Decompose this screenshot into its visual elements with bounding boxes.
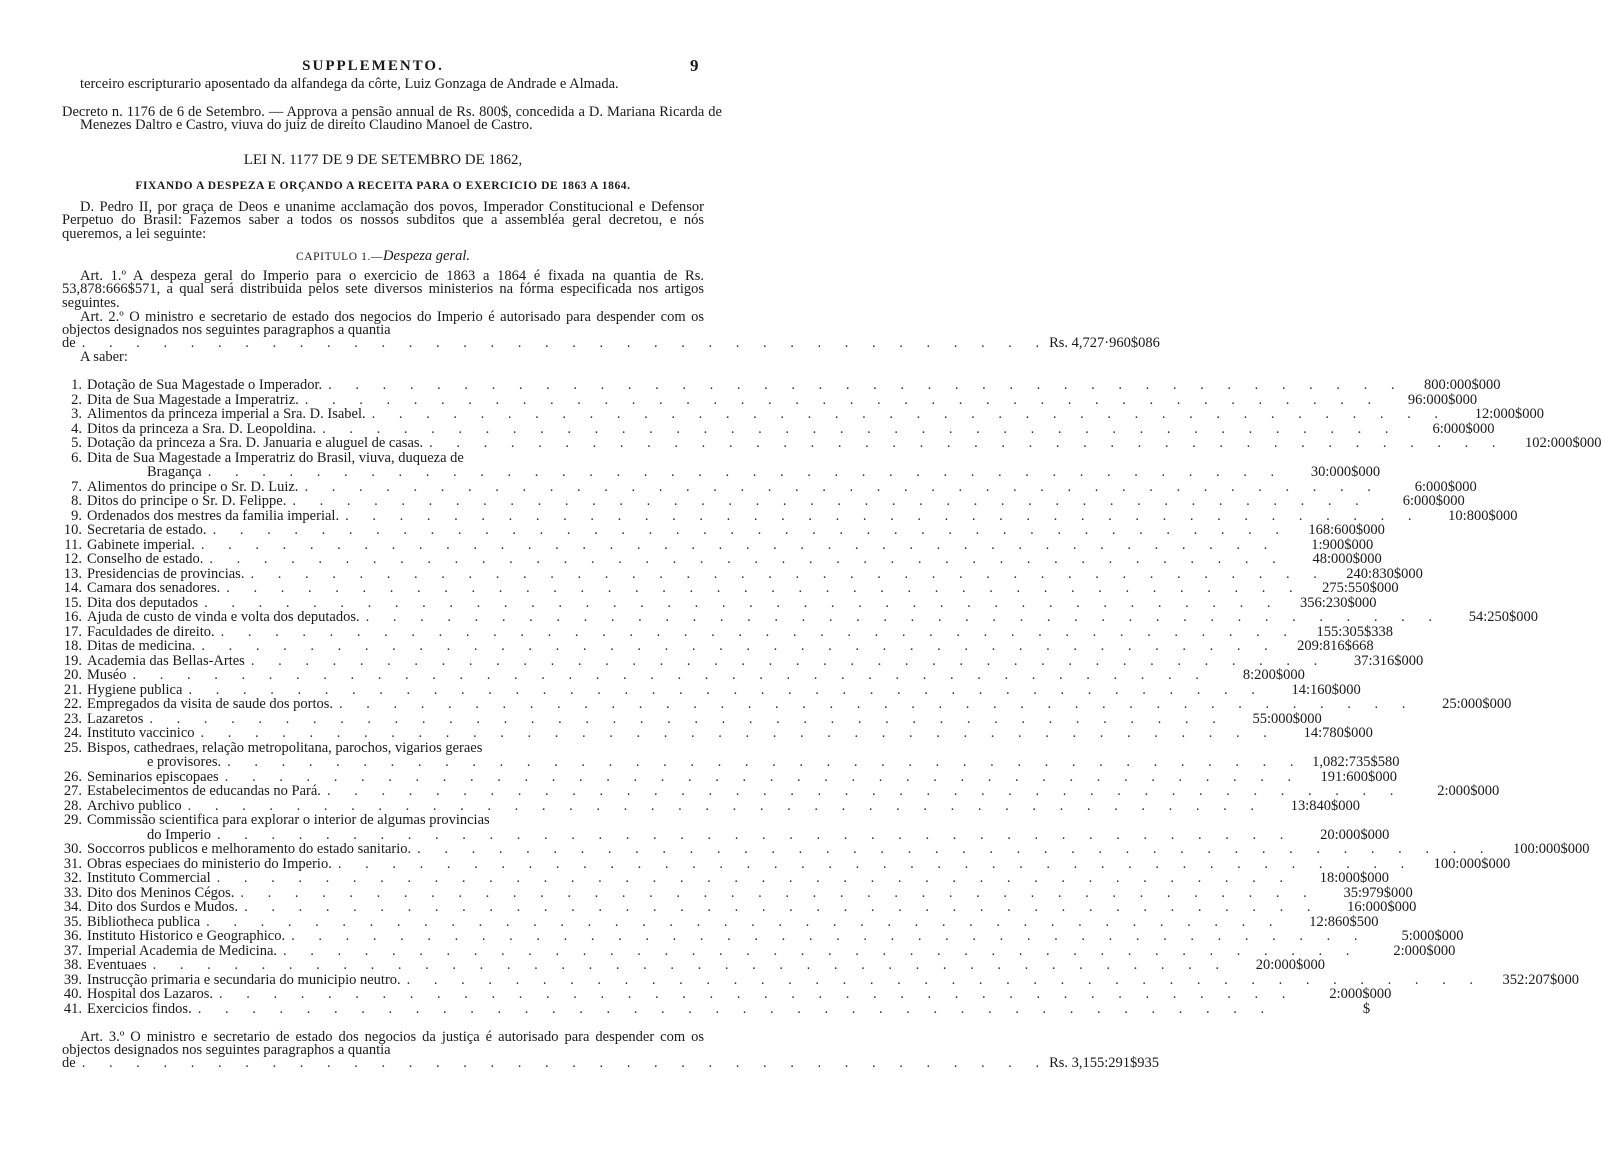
item-label: Faculdades de direito. — [87, 623, 215, 640]
list-item — [50, 741, 706, 756]
list-item — [50, 478, 1477, 495]
leader-dots: . . . . . . . . . . . . . . . . . . . . . . . . . . . . . . . . . . . . . . . . — [345, 507, 1422, 524]
item-amount: 12:860$500 — [1309, 913, 1379, 930]
item-number: 7. — [71, 478, 82, 495]
item-label-continuation: Bragança — [147, 464, 202, 480]
article-2: Art. 2.º O ministro e secretario de estado dos negocios do Imperio é autorisado para despender com os objectos designados nos seguintes paragraphos a quantia — [62, 309, 704, 339]
item-amount: 2:000$000 — [1437, 783, 1500, 799]
leader-dots: . . . . . . . . . . . . . . . . . . . . . . . . . . . . . . . . . . . . . . . . — [149, 710, 1226, 727]
list-item — [50, 841, 1590, 857]
article-3-tail: de — [62, 1055, 76, 1071]
item-label: Presidencias de provincias. — [87, 565, 245, 582]
item-amount: 356:230$000 — [1300, 594, 1377, 611]
list-item — [50, 725, 1373, 741]
item-number: 2. — [71, 391, 82, 408]
item-amount: 13:840$000 — [1290, 797, 1361, 814]
item-amount: 155:305$338 — [1316, 623, 1394, 640]
item-number: 10. — [63, 522, 82, 538]
a-saber-label: A saber: — [80, 349, 128, 365]
item-number: 15. — [63, 594, 82, 611]
leader-dots: . . . . . . . . . . . . . . . . . . . . . . . . . . . . . . . . . . . . . . . . — [250, 565, 1327, 582]
leader-dots: . . . . . . . . . . . . . . . . . . . . . . . . . . . . . . . . . . . . . . . . — [406, 971, 1484, 988]
item-number: 12. — [63, 551, 82, 567]
list-item — [50, 1000, 1371, 1017]
item-number: 24. — [63, 725, 82, 741]
leader-dots: . . . . . . . . . . . . . . . . . . . . . . . . . . . . . . . . . . . . . . . . — [365, 609, 1442, 625]
leader-dots: . . . . . . . . . . . . . . . . . . . . . . . . . . . . . . . . . . . . . . . . — [219, 986, 1296, 1002]
item-number: 9. — [71, 507, 82, 524]
list-item — [50, 870, 1390, 886]
paragraph-continuation: terceiro escripturario aposentado da alfandega da côrte, Luiz Gonzaga de Andrade e Almada. — [80, 76, 619, 92]
item-amount: 55:000$000 — [1252, 710, 1322, 727]
item-amount: 240:830$000 — [1346, 565, 1423, 582]
item-number: 23. — [63, 710, 82, 727]
list-item — [50, 855, 1511, 872]
item-label: Alimentos da princeza imperial a Sra. D. Isabel. — [87, 406, 366, 422]
item-amount: 35:979$000 — [1343, 884, 1413, 901]
item-amount: 2:000$000 — [1329, 986, 1392, 1002]
list-item — [50, 813, 706, 828]
leader-dots: . . . . . . . . . . . . . . . . . . . . . . . . . . . . . . . . . . . . . . . . — [204, 594, 1281, 611]
leader-dots: . . . . . . . . . . . . . . . . . . . . . . . . . . . . . . . . . . . . . . . . — [216, 870, 1294, 886]
preamble-paragraph: D. Pedro II, por graça de Deos e unanime acclamação dos povos, Imperador Constitucional e Defensor Perpetuo do Brasil: Fazemos saber a todos os nossos subditos que a assembléa geral decretou, e nós queremos, a lei seguinte: — [62, 199, 704, 242]
leader-dots: . . . . . . . . . . . . . . . . . . . . . . . . . . . . . . . . . . . . . . . . — [197, 1000, 1275, 1017]
article-3: Art. 3.º O ministro e secretario de estado dos negocios da justiça é autorisado para despender com os objectos designados nos seguintes paragraphos a quantia — [62, 1029, 704, 1059]
item-number: 30. — [63, 841, 82, 857]
item-label: Dita de Sua Magestade a Imperatriz. — [87, 391, 299, 408]
item-amount: 20:000$000 — [1320, 826, 1390, 843]
list-item — [50, 377, 1501, 393]
leader-dots: . . . . . . . . . . . . . . . . . . . . . . . . . . . . . . . . . . . . . . . . — [240, 884, 1317, 901]
item-amount: 2:000$000 — [1393, 942, 1456, 959]
list-item — [50, 609, 1538, 625]
item-label: Ajuda de custo de vinda e volta dos deputados. — [87, 609, 360, 625]
list-item — [50, 667, 1305, 683]
leader-dots: . . . . . . . . . . . . . . . . . . . . . . . . . . . . . . . . . . . . . . . . — [226, 580, 1303, 596]
list-item — [50, 391, 1478, 408]
item-number: 5. — [71, 435, 82, 451]
item-amount: 191:600$000 — [1320, 768, 1398, 785]
list-item — [50, 884, 1413, 901]
list-item — [50, 768, 1398, 785]
item-amount: 352:207$000 — [1502, 971, 1580, 988]
list-item — [50, 928, 1464, 944]
article-3-total: Rs. 3,155:291$935 — [1049, 1055, 1160, 1071]
item-label: Bispos, cathedraes, relação metropolitana, parochos, vigarios geraes — [87, 739, 483, 756]
item-label: Empregados da visita de saude dos portos. — [87, 696, 334, 712]
item-amount: 48:000$000 — [1312, 551, 1382, 567]
item-label: Academia das Bellas-Artes — [87, 652, 245, 669]
leader-dots: . . . . . . . . . . . . . . . . . . . . . . . . . . . . . . . . . . . . . . . . — [304, 391, 1382, 408]
item-number: 14. — [63, 580, 82, 596]
item-label: Gabinete imperial. — [87, 536, 195, 553]
item-label: Ditos da princeza a Sra. D. Leopoldina. — [87, 420, 317, 437]
law-title: LEI N. 1177 DE 9 DE SETEMBRO DE 1862, — [243, 152, 523, 168]
list-item — [50, 971, 1580, 988]
item-amount: 14:780$000 — [1303, 725, 1373, 741]
item-number: 16. — [63, 609, 82, 625]
item-amount: 14:160$000 — [1291, 681, 1361, 698]
list-item — [50, 710, 1322, 727]
list-item — [50, 696, 1512, 712]
item-label: Estabelecimentos de educandas no Pará. — [87, 783, 321, 799]
article-3-total-line — [62, 1055, 1160, 1071]
leader-dots: . . . . . . . . . . . . . . . . . . . . . . . . . . . . . . . . . . . . . . . . — [292, 493, 1369, 509]
item-number: 1. — [71, 377, 82, 393]
leader-dots: . . . . . . . . . . . . . . . . . . . . . . . . . . . . . . . . . . . . . . . . — [206, 913, 1283, 930]
item-number: 19. — [63, 652, 82, 669]
item-amount: 275:550$000 — [1322, 580, 1399, 596]
item-number: 20. — [63, 667, 82, 683]
item-amount: 5:000$000 — [1401, 928, 1464, 944]
item-label: Alimentos do principe o Sr. D. Luiz. — [87, 478, 299, 495]
item-amount: 25:000$000 — [1442, 696, 1512, 712]
leader-dots: . . . . . . . . . . . . . . . . . . . . . . . . . . . . . . . . . . . . . . . . — [201, 638, 1278, 654]
leader-dots: . . . . . . . . . . . . . . . . . . . . . . . . . . . . . . . . . . . . . . . . — [417, 841, 1494, 857]
leader-dots: . . . . . . . . . . . . . . . . . . . . . . . . . . . . . . . . . . . . . . . . — [188, 681, 1265, 698]
item-number: 31. — [63, 855, 82, 872]
item-amount: 800:000$000 — [1423, 377, 1501, 393]
item-label: Instituto Historico e Geographico. — [87, 928, 286, 944]
item-label: Commissão scientifica para explorar o interior de algumas provincias — [87, 812, 490, 828]
leader-dots: . . . . . . . . . . . . . . . . . . . . . . . . . . . . . . . . . . . . . . . . — [244, 899, 1321, 915]
item-label: Dito dos Meninos Cégos. — [87, 884, 235, 901]
leader-dots: . . . . . . . . . . . . . . . . . . . . . . . . . . . . . . . . . . . . . . . . — [322, 420, 1399, 437]
item-number: 25. — [63, 739, 82, 756]
leader-dots: . . . . . . . . . . . . . . . . . . . . . . . . . . . . . . . . . . . . . . . . — [291, 928, 1368, 944]
item-number: 41. — [63, 1000, 82, 1017]
item-amount: 1,082:735$580 — [1312, 754, 1400, 770]
list-item — [50, 536, 1374, 553]
list-item — [50, 435, 1602, 451]
item-label-continuation: do Imperio — [147, 826, 212, 843]
list-item — [50, 957, 1325, 973]
list-item — [50, 986, 1392, 1002]
item-number: 39. — [63, 971, 82, 988]
item-label: Ditas de medicina. — [87, 638, 196, 654]
item-label: Muséo — [87, 667, 127, 683]
leader-dots: . . . . . . . . . . . . . . . . . . . . . . . . . . . . . . . . . . . . . . . . — [200, 725, 1277, 741]
list-item-continuation — [50, 826, 1390, 843]
item-amount: 18:000$000 — [1319, 870, 1390, 886]
list-item — [50, 638, 1374, 654]
list-item — [50, 681, 1361, 698]
item-number: 29. — [63, 812, 82, 828]
item-label: Seminarios episcopaes — [87, 768, 219, 785]
item-amount: 100:000$000 — [1433, 855, 1511, 872]
item-number: 33. — [63, 884, 82, 901]
leader-dots: . . . . . . . . . . . . . . . . . . . . . . . . . . . . . . . . . . . . . . . . — [152, 957, 1229, 973]
item-label: Camara dos senadores. — [87, 580, 221, 596]
list-item-continuation — [50, 464, 1381, 480]
list-item — [50, 551, 1382, 567]
item-number: 3. — [71, 406, 82, 422]
item-label: Dita de Sua Magestade a Imperatriz do Brasil, viuva, duqueza de — [87, 449, 464, 466]
item-number: 18. — [63, 638, 82, 654]
leader-dots: . . . . . . . . . . . . . . . . . . . . . . . . . . . . . . . . . . . . . . . . — [250, 652, 1328, 669]
list-item — [50, 652, 1424, 669]
leader-dots: . . . . . . . . . . . . . . . . . . . . . . . . . . . . . . . . . . . . . . . . — [227, 754, 1304, 770]
item-label: Ordenados dos mestres da familia imperial. — [87, 507, 340, 524]
leader-dots: . . . . . . . . . . . . . . . . . . . . . . . . . . . . . . . . . . . . . . . . — [371, 406, 1448, 422]
article-2-tail: de — [62, 335, 76, 351]
item-label: Instituto Commercial — [87, 870, 211, 886]
leader-dots: . . . . . . . . . . . . . . . . . . . . . . . . . . . . . . . . . . . . — [81, 1055, 1050, 1071]
item-number: 13. — [63, 565, 82, 582]
item-number: 8. — [71, 493, 82, 509]
article-1: Art. 1.º A despeza geral do Imperio para o exercicio de 1863 a 1864 é fixada na quantia de Rs. 53,878:666$571, a qual será distribuida pelos sete diversos ministerios na fórma especificada nos artigos seguintes. — [62, 268, 704, 311]
item-label: Soccorros publicos e melhoramento do estado sanitario. — [87, 841, 412, 857]
leader-dots: . . . . . . . . . . . . . . . . . . . . . . . . . . . . . . . . . . . . . . . . — [187, 797, 1265, 814]
leader-dots: . . . . . . . . . . . . . . . . . . . . . . . . . . . . . . . . . . . . . . . . — [224, 768, 1302, 785]
item-label: Conselho de estado. — [87, 551, 204, 567]
item-amount: 8:200$000 — [1242, 667, 1305, 683]
list-item — [50, 797, 1361, 814]
leader-dots: . . . . . . . . . . . . . . . . . . . . . . . . . . . . . . . . . . . . . . . . — [429, 435, 1506, 451]
article-2-total-line — [62, 335, 1160, 351]
chapter-heading — [62, 250, 704, 264]
running-header: SUPPLEMENTO. — [302, 58, 444, 74]
leader-dots: . . . . . . . . . . . . . . . . . . . . . . . . . . . . . . . . . . . . . . . . — [304, 478, 1381, 495]
item-amount: 102:000$000 — [1525, 435, 1602, 451]
list-item — [50, 783, 1500, 799]
item-label: Archivo publico — [87, 797, 182, 814]
chapter-label: CAPITULO 1.— — [295, 251, 384, 263]
item-number: 11. — [64, 536, 82, 553]
list-item — [50, 942, 1456, 959]
item-amount: 20:000$000 — [1255, 957, 1325, 973]
leader-dots: . . . . . . . . . . . . . . . . . . . . . . . . . . . . . . . . . . . . . . . . — [209, 551, 1286, 567]
item-label: Secretaria de estado. — [87, 522, 207, 538]
list-item — [50, 451, 706, 466]
expense-list — [50, 377, 1602, 1017]
item-amount: 168:600$000 — [1308, 522, 1385, 538]
item-label: Bibliotheca publica — [87, 913, 201, 930]
decree-paragraph: Decreto n. 1176 de 6 de Setembro. — Approva a pensão annual de Rs. 800$, concedida a D. Mariana Ricarda de Menezes Daltro e Castro, viuva do juiz de direito Claudino Manoel de Castro. — [62, 104, 722, 134]
leader-dots: . . . . . . . . . . . . . . . . . . . . . . . . . . . . . . . . . . . . . . . . — [326, 783, 1404, 799]
item-label: Eventuaes — [87, 957, 147, 973]
page-number: 9 — [690, 56, 699, 75]
item-label: Obras especiaes do ministerio do Imperio. — [87, 855, 332, 872]
item-label: Instituto vaccinico — [87, 725, 195, 741]
leader-dots: . . . . . . . . . . . . . . . . . . . . . . . . . . . . . . . . . . . . . . . . — [283, 942, 1360, 959]
item-amount: 6:000$000 — [1402, 493, 1465, 509]
leader-dots: . . . . . . . . . . . . . . . . . . . . . . . . . . . . . . . . . . . . . . . . — [220, 623, 1298, 640]
item-number: 32. — [63, 870, 82, 886]
item-number: 21. — [63, 681, 82, 698]
item-number: 35. — [63, 913, 82, 930]
item-label: Exercicios findos. — [87, 1000, 192, 1017]
list-item — [50, 565, 1423, 582]
item-number: 6. — [71, 449, 82, 466]
leader-dots: . . . . . . . . . . . . . . . . . . . . . . . . . . . . . . . . . . . . . . . . — [328, 377, 1405, 393]
item-number: 26. — [63, 768, 82, 785]
item-label-continuation: e provisores. — [147, 754, 222, 770]
item-number: 37. — [63, 942, 82, 959]
item-number: 4. — [71, 420, 82, 437]
item-amount: 1:900$000 — [1311, 536, 1374, 553]
list-item — [50, 594, 1377, 611]
chapter-title: Despeza geral. — [383, 248, 471, 264]
item-amount: 16:000$000 — [1347, 899, 1417, 915]
item-amount: 6:000$000 — [1414, 478, 1477, 495]
item-label: Dita dos deputados — [87, 594, 199, 611]
leader-dots: . . . . . . . . . . . . . . . . . . . . . . . . . . . . . . . . . . . . . . . . — [217, 826, 1294, 843]
item-number: 34. — [63, 899, 82, 915]
leader-dots: . . . . . . . . . . . . . . . . . . . . . . . . . . . . . . . . . . . . . . . . — [339, 696, 1416, 712]
list-item-continuation — [50, 754, 1400, 770]
list-item — [50, 580, 1399, 596]
item-label: Hygiene publica — [87, 681, 183, 698]
item-amount: 6:000$000 — [1432, 420, 1495, 437]
list-item — [50, 913, 1379, 930]
item-label: Imperial Academia de Medicina. — [87, 942, 278, 959]
leader-dots: . . . . . . . . . . . . . . . . . . . . . . . . . . . . . . . . . . . . . . . . — [207, 464, 1285, 480]
item-number: 22. — [63, 696, 82, 712]
list-item — [50, 899, 1417, 915]
item-label: Hospital dos Lazaros. — [87, 986, 214, 1002]
item-number: 27. — [63, 783, 82, 799]
leader-dots: . . . . . . . . . . . . . . . . . . . . . . . . . . . . . . . . . . . . — [81, 335, 1050, 351]
item-label: Dotação da princeza a Sra. D. Januaria e aluguel de casas. — [87, 435, 424, 451]
item-amount: 209:816$668 — [1297, 638, 1374, 654]
leader-dots: . . . . . . . . . . . . . . . . . . . . . . . . . . . . . . . . . . . . . . . . — [212, 522, 1289, 538]
item-amount: $ — [1362, 1000, 1371, 1017]
item-amount: 10:800$000 — [1448, 507, 1518, 524]
leader-dots: . . . . . . . . . . . . . . . . . . . . . . . . . . . . . . . . . . . . . . . . — [200, 536, 1278, 553]
item-amount: 30:000$000 — [1310, 464, 1381, 480]
item-amount: 37:316$000 — [1353, 652, 1424, 669]
item-amount: 54:250$000 — [1468, 609, 1538, 625]
item-label: Dito dos Surdos e Mudos. — [87, 899, 239, 915]
list-item — [50, 522, 1385, 538]
item-amount: 12:000$000 — [1474, 406, 1544, 422]
item-label: Ditos do principe o Sr. D. Felippe. — [87, 493, 287, 509]
item-label: Dotação de Sua Magestade o Imperador. — [87, 377, 323, 393]
list-item — [50, 623, 1394, 640]
item-label: Instrucção primaria e secundaria do municipio neutro. — [87, 971, 401, 988]
leader-dots: . . . . . . . . . . . . . . . . . . . . . . . . . . . . . . . . . . . . . . . . — [337, 855, 1415, 872]
item-number: 17. — [63, 623, 82, 640]
list-item — [50, 406, 1544, 422]
item-number: 28. — [63, 797, 82, 814]
article-2-total: Rs. 4,727·960$086 — [1049, 335, 1160, 351]
item-label: Lazaretos — [87, 710, 144, 727]
item-number: 38. — [63, 957, 82, 973]
item-amount: 100:000$000 — [1513, 841, 1590, 857]
leader-dots: . . . . . . . . . . . . . . . . . . . . . . . . . . . . . . . . . . . . . . . . — [132, 667, 1209, 683]
item-number: 40. — [63, 986, 82, 1002]
list-item — [50, 420, 1495, 437]
list-item — [50, 493, 1465, 509]
law-subtitle: FIXANDO A DESPEZA E ORÇANDO A RECEITA PARA O EXERCICIO DE 1863 A 1864. — [135, 180, 631, 192]
item-number: 36. — [63, 928, 82, 944]
item-amount: 96:000$000 — [1407, 391, 1478, 408]
list-item — [50, 507, 1518, 524]
